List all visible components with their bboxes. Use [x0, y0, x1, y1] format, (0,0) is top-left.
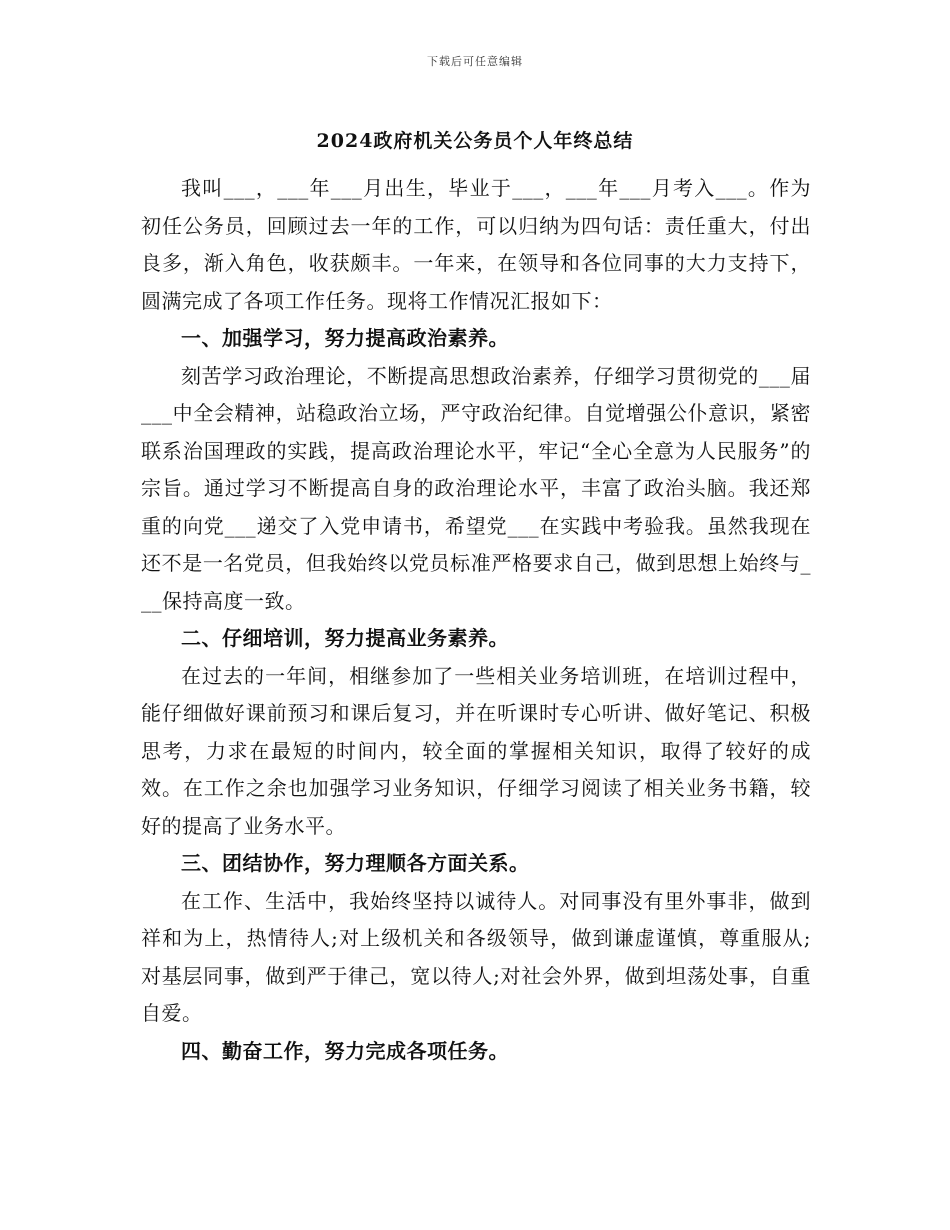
section-paragraph-2: 在过去的一年间，相继参加了一些相关业务培训班，在培训过程中，能仔细做好课前预习和课后复习，并在听课时专心听讲、做好笔记、积极思考，力求在最短的时间内，较全面的掌握相关知识，取得了较好的成效。在工作之余也加强学习业务知识，仔细学习阅读了相关业务书籍，较好的提高了业务水平。 [141, 663, 811, 838]
document-title: 2024政府机关公务员个人年终总结 [316, 130, 634, 152]
page-header-note: 下载后可任意编辑 [427, 55, 523, 68]
intro-paragraph: 我叫___，___年___月出生，毕业于___，___年___月考入___。作为初任公务员，回顾过去一年的工作，可以归纳为四句话：责任重大，付出良多，渐入角色，收获颇丰。一年来，在领导和各位同事的大力支持下，圆满完成了各项工作任务。现将工作情况汇报如下： [141, 176, 811, 313]
section-paragraph-1: 刻苦学习政治理论，不断提高思想政治素养，仔细学习贯彻党的___届___中全会精神，站稳政治立场，严守政治纪律。自觉增强公仆意识，紧密联系治国理政的实践，提高政治理论水平，牢记“全心全意为人民服务”的宗旨。通过学习不断提高自身的政治理论水平，丰富了政治头脑。我还郑重的向党___递交了入党申请书，希望党___在实践中考验我。虽然我现在还不是一名党员，但我始终以党员标准严格要求自己，做到思想上始终与___保持高度一致。 [141, 363, 811, 613]
section-heading-1: 一、加强学习，努力提高政治素养。 [181, 326, 509, 350]
document-body [141, 170, 811, 1070]
section-heading-2: 二、仔细培训，努力提高业务素养。 [181, 626, 509, 650]
section-heading-3: 三、团结协作，努力理顺各方面关系。 [181, 851, 530, 875]
section-paragraph-3: 在工作、生活中，我始终坚持以诚待人。对同事没有里外事非，做到祥和为上，热情待人;对上级机关和各级领导，做到谦虚谨慎，尊重服从;对基层同事，做到严于律己，宽以待人;对社会外界，做到坦荡处事，自重自爱。 [141, 888, 811, 1025]
section-heading-4: 四、勤奋工作，努力完成各项任务。 [181, 1038, 509, 1063]
